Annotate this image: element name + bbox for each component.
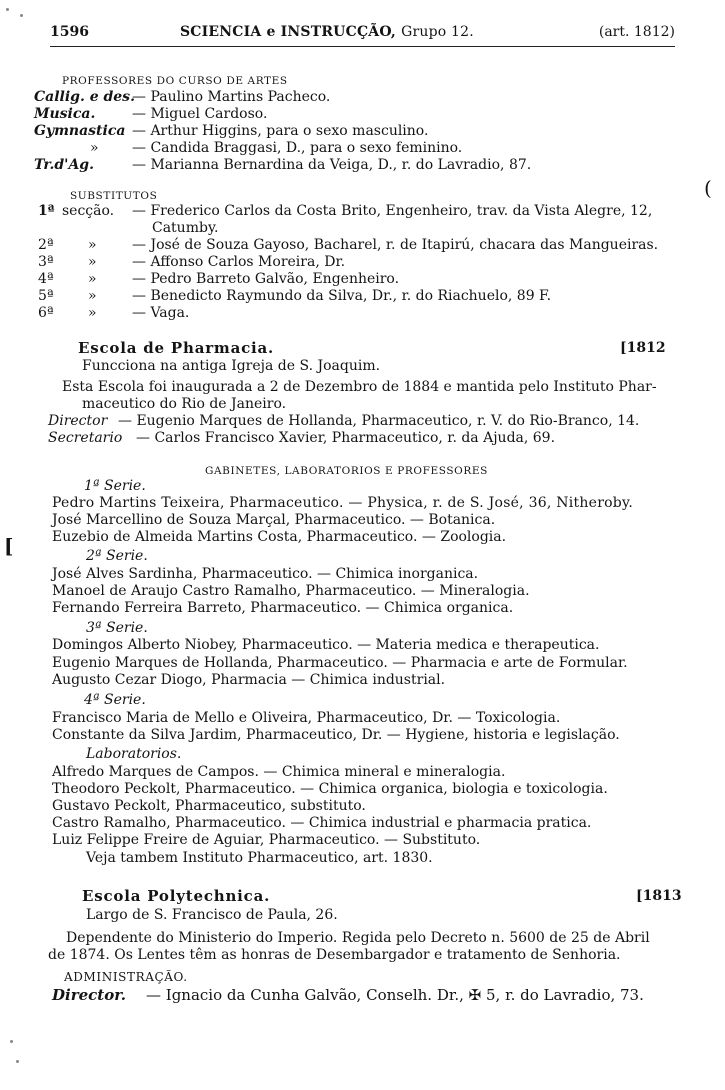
row-number: 3ª xyxy=(38,254,54,270)
row-number: 4ª xyxy=(38,271,54,287)
polytechnica-address: Largo de S. Francisco de Paula, 26. xyxy=(86,907,338,923)
laboratorio-row: Theodoro Peckolt, Pharmaceutico. — Chimica organica, biologia e toxicologia. xyxy=(52,781,608,797)
professor-row: Domingos Alberto Niobey, Pharmaceutico. — Materia medica e therapeutica. xyxy=(52,637,600,653)
professor-row: José Alves Sardinha, Pharmaceutico. — Chimica inorganica. xyxy=(52,566,479,582)
professor-row: Francisco Maria de Mello e Oliveira, Pharmaceutico, Dr. — Toxicologia. xyxy=(52,710,561,726)
director-text: — Ignacio da Cunha Galvão, Conselh. Dr., ✠ 5, r. do Lavradio, 73. xyxy=(146,986,644,1004)
row-number: 5ª xyxy=(38,288,54,304)
pharmacia-article: [1812 xyxy=(620,340,666,356)
pharmacia-address: Funcciona na antiga Igreja de S. Joaquim. xyxy=(82,358,381,374)
row-number: 6ª xyxy=(38,305,54,321)
row-label: Callig. e des. xyxy=(34,89,135,105)
row-text: — Marianna Bernardina da Veiga, D., r. do Lavradio, 87. xyxy=(132,157,532,173)
director-label: Director. xyxy=(52,986,126,1004)
row-text: — Candida Braggasi, D., para o sexo feminino. xyxy=(132,140,463,156)
scan-speck xyxy=(6,8,9,11)
header-article: (art. 1812) xyxy=(598,24,675,40)
row-number: 2ª xyxy=(38,237,54,253)
professor-row: Fernando Ferreira Barreto, Pharmaceutico. — Chimica organica. xyxy=(52,600,514,616)
professor-row: Manoel de Araujo Castro Ramalho, Pharmaceutico. — Mineralogia. xyxy=(52,583,530,599)
row-section: » xyxy=(88,237,97,253)
veja-tambem: Veja tambem Instituto Pharmaceutico, art. 1830. xyxy=(86,850,433,866)
polytechnica-intro-line: Dependente do Ministerio do Imperio. Regida pelo Decreto n. 5600 de 25 de Abril xyxy=(66,930,650,946)
secretario-label: Secretario xyxy=(48,430,123,446)
row-section: » xyxy=(88,254,97,270)
header-group: Grupo 12. xyxy=(401,24,474,40)
laboratorio-row: Alfredo Marques de Campos. — Chimica mineral e mineralogia. xyxy=(52,764,506,780)
header-title-text: SCIENCIA e INSTRUCÇÃO, xyxy=(180,24,396,40)
running-header xyxy=(50,24,675,47)
serie-label: 2ª Serie. xyxy=(86,548,148,564)
director-text: — Eugenio Marques de Hollanda, Pharmaceutico, r. V. do Rio-Branco, 14. xyxy=(118,413,640,429)
curso-artes-heading: PROFESSORES DO CURSO DE ARTES xyxy=(62,75,288,87)
page-number: 1596 xyxy=(50,24,89,40)
pharmacia-heading: Escola de Pharmacia. xyxy=(78,339,275,357)
row-section: secção. xyxy=(62,203,115,219)
laboratorios-label: Laboratorios. xyxy=(86,746,182,762)
row-number: 1ª xyxy=(38,203,55,219)
row-label: Tr.d'Ag. xyxy=(34,157,94,173)
row-text: — Arthur Higgins, para o sexo masculino. xyxy=(132,123,429,139)
substitutos-heading: SUBSTITUTOS xyxy=(70,190,158,202)
row-text: — José de Souza Gayoso, Bacharel, r. de Itapirú, chacara das Mangueiras. xyxy=(132,237,659,253)
laboratorio-row: Gustavo Peckolt, Pharmaceutico, substituto. xyxy=(52,798,366,814)
polytechnica-article: [1813 xyxy=(636,888,682,904)
scan-speck xyxy=(20,14,23,17)
scan-speck xyxy=(16,1060,19,1063)
margin-bracket-mark: ( xyxy=(704,176,712,200)
row-text: — Affonso Carlos Moreira, Dr. xyxy=(132,254,346,270)
row-text: — Frederico Carlos da Costa Brito, Engenheiro, trav. da Vista Alegre, 12, xyxy=(132,203,653,219)
row-text: — Vaga. xyxy=(132,305,190,321)
row-text: Catumby. xyxy=(152,220,219,236)
serie-label: 4ª Serie. xyxy=(84,692,146,708)
administracao-heading: ADMINISTRAÇÃO. xyxy=(64,970,188,984)
pharmacia-intro-line: Esta Escola foi inaugurada a 2 de Dezembro de 1884 e mantida pelo Instituto Phar- xyxy=(62,379,657,395)
serie-label: 1ª Serie. xyxy=(84,478,146,494)
header-title xyxy=(180,24,474,40)
polytechnica-intro-line: de 1874. Os Lentes têm as honras de Desembargador e tratamento de Senhoria. xyxy=(48,947,621,963)
row-section: » xyxy=(88,271,97,287)
scan-speck xyxy=(10,1040,13,1043)
professor-row: Augusto Cezar Diogo, Pharmacia — Chimica industrial. xyxy=(52,672,446,688)
row-text: — Paulino Martins Pacheco. xyxy=(132,89,331,105)
laboratorio-row: Castro Ramalho, Pharmaceutico. — Chimica industrial e pharmacia pratica. xyxy=(52,815,592,831)
row-text: — Pedro Barreto Galvão, Engenheiro. xyxy=(132,271,400,287)
row-text: — Benedicto Raymundo da Silva, Dr., r. do Riachuelo, 89 F. xyxy=(132,288,552,304)
row-section: » xyxy=(88,288,97,304)
row-label: Gymnastica xyxy=(34,123,126,139)
row-label: » xyxy=(90,140,99,156)
professor-row: Eugenio Marques de Hollanda, Pharmaceutico. — Pharmacia e arte de Formular. xyxy=(52,655,628,671)
row-label: Musica. xyxy=(34,106,96,122)
professor-row: Euzebio de Almeida Martins Costa, Pharmaceutico. — Zoologia. xyxy=(52,529,507,545)
laboratorio-row: Luiz Felippe Freire de Aguiar, Pharmaceutico. — Substituto. xyxy=(52,832,481,848)
professor-row: José Marcellino de Souza Marçal, Pharmaceutico. — Botanica. xyxy=(52,512,496,528)
professor-row: Constante da Silva Jardim, Pharmaceutico, Dr. — Hygiene, historia e legislação. xyxy=(52,727,620,743)
row-section: » xyxy=(88,305,97,321)
secretario-text: — Carlos Francisco Xavier, Pharmaceutico, r. da Ajuda, 69. xyxy=(136,430,556,446)
polytechnica-heading: Escola Polytechnica. xyxy=(82,887,271,905)
margin-bracket-mark: [ xyxy=(4,534,14,558)
serie-label: 3ª Serie. xyxy=(86,620,148,636)
director-label: Director xyxy=(48,413,108,429)
row-text: — Miguel Cardoso. xyxy=(132,106,268,122)
gabinetes-heading: GABINETES, LABORATORIOS E PROFESSORES xyxy=(205,465,488,477)
pharmacia-intro-line: maceutico do Rio de Janeiro. xyxy=(82,396,287,412)
professor-row: Pedro Martins Teixeira, Pharmaceutico. — Physica, r. de S. José, 36, Nitheroby. xyxy=(52,495,634,511)
